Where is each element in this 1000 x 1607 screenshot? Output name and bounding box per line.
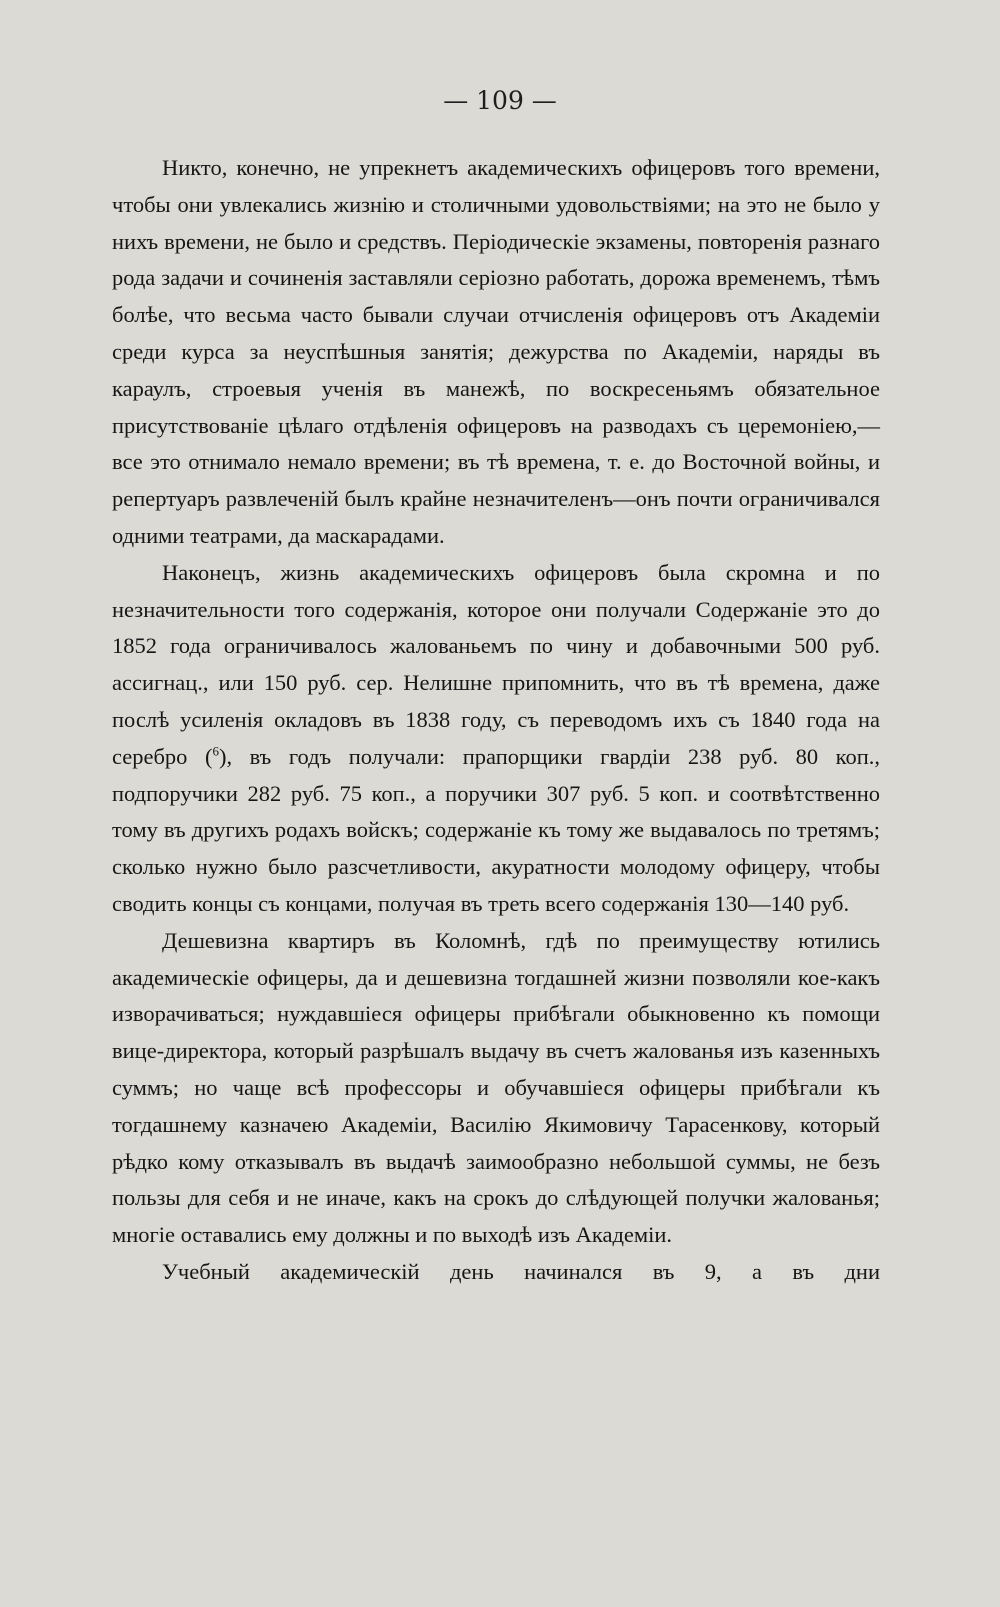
paragraph-4: Учебный академическій день начинался въ 9, а въ дни: [162, 1258, 880, 1284]
page-number: — 109 —: [443, 86, 557, 115]
paragraph-2: [112, 555, 880, 923]
paragraph-3: Дешевизна квартиръ въ Коломнѣ, гдѣ по преимуществу ютились академическіе офицеры, да и дешевизна тогдашней жизни позволяли кое-какъ изворачиваться; нуждавшіеся офицеры прибѣгали обыкновенно къ помощи вице-директора, который разрѣшалъ выдачу въ счетъ жалованья изъ казенныхъ суммъ; но чаще всѣ профессоры и обучавшіеся офицеры прибѣгали къ тогдашнему казначею Академіи, Василію Якимовичу Тарасенкову, который рѣдко кому отказывалъ въ выдачѣ заимообразно небольшой суммы, не безъ пользы для себя и не иначе, какъ на срокъ до слѣдующей получки жалованья; многіе оставались ему должны и по выходѣ изъ Академіи.: [112, 927, 880, 1248]
paragraph-2-text-before-note: Наконецъ, жизнь академическихъ офицеровъ была скромна и по незначительности того содержанія, которое они получали Содержаніе это до 1852 года ограничивалось жалованьемъ по чину и добавочными 500 руб. ассигнац., или 150 руб. сер. Нелишне припомнить, что въ тѣ времена, даже послѣ усиленія окладовъ въ 1838 году, съ переводомъ ихъ съ 1840 года на серебро (: [112, 559, 880, 769]
footnote-reference: 6: [212, 743, 219, 759]
body-text: [112, 150, 880, 1291]
paragraph-2-text-after-note: ), въ годъ получали: прапорщики гвардіи 238 руб. 80 коп., подпоручики 282 руб. 75 коп., а поручики 307 руб. 5 коп. и соотвѣтственно тому въ другихъ родахъ войскъ; содержаніе къ тому же выдавалось по третямъ; сколько нужно было разсчетливости, акуратности молодому офицеру, чтобы сводить концы съ концами, получая въ треть всего содержанія 130—140 руб.: [112, 743, 880, 916]
paragraph-1: Никто, конечно, не упрекнетъ академическихъ офицеровъ того времени, чтобы они увлекались жизнію и столичными удовольствіями; на это не было у нихъ времени, не было и средствъ. Періодическіе экзамены, повторенія разнаго рода задачи и сочиненія заставляли серіозно работать, дорожа временемъ, тѣмъ болѣе, что весьма часто бывали случаи отчисленія офицеровъ отъ Академіи среди курса за неуспѣшныя занятія; дежурства по Академіи, наряды въ караулъ, строевыя ученія въ манежѣ, по воскресеньямъ обязательное присутствованіе цѣлаго отдѣленія офицеровъ на разводахъ съ церемоніею,—все это отнимало немало времени; въ тѣ времена, т. е. до Восточной войны, и репертуаръ развлеченій былъ крайне незначителенъ—онъ почти ограничивался одними театрами, да маскарадами.: [112, 155, 880, 548]
